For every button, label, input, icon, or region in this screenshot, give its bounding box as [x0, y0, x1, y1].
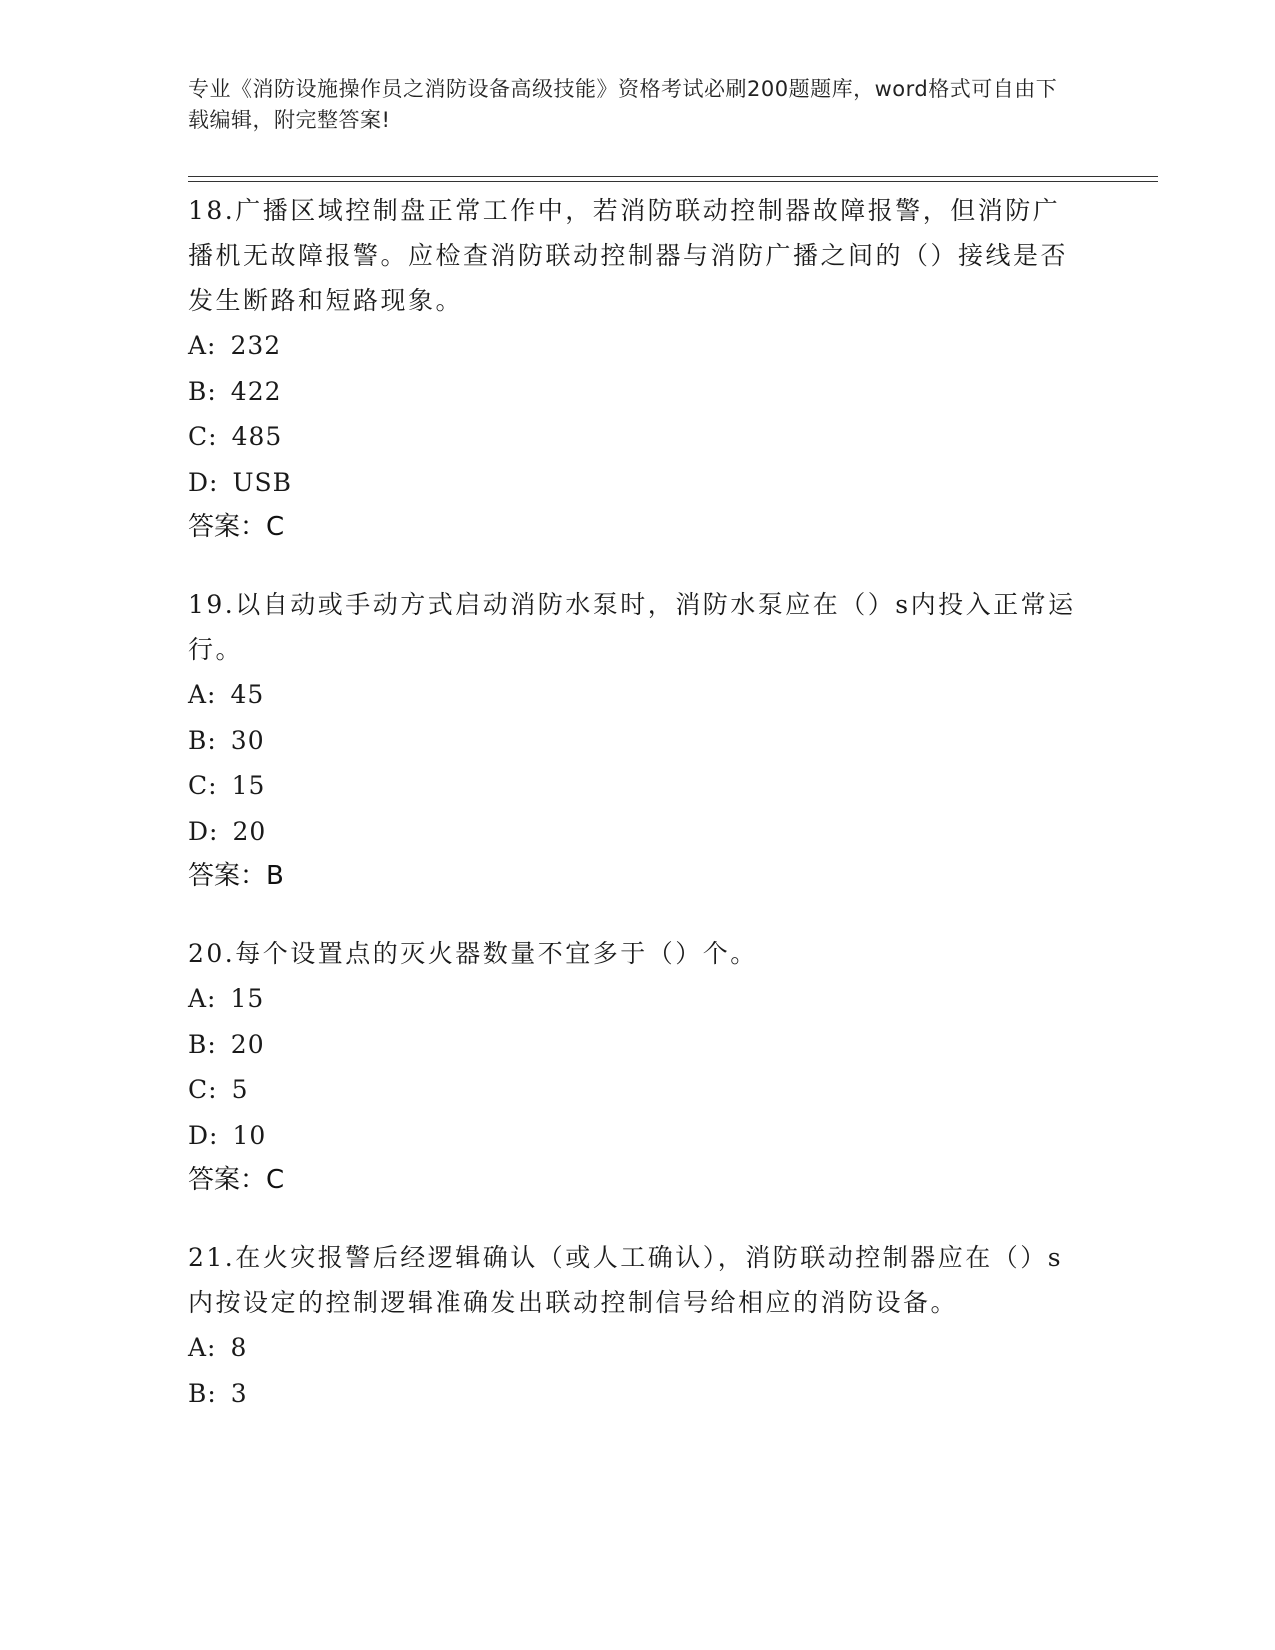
option-value: 30: [230, 725, 265, 755]
answer-option: [188, 1371, 1078, 1417]
option-letter: B:: [188, 1029, 217, 1059]
answer-option: [188, 809, 1078, 855]
option-letter: A:: [188, 1333, 217, 1362]
option-letter: C:: [188, 1075, 218, 1104]
answer-option: [188, 763, 1078, 809]
option-letter: D:: [188, 1120, 219, 1150]
option-value: 232: [230, 331, 282, 360]
question-block: [188, 582, 1078, 899]
answer-option: [188, 1022, 1078, 1068]
option-letter: B:: [188, 1378, 217, 1408]
answer-option: [188, 718, 1078, 764]
question-text: 18.广播区域控制盘正常工作中，若消防联动控制器故障报警，但消防广播机无故障报警。应检查消防联动控制器与消防广播之间的（）接线是否发生断路和短路现象。: [188, 196, 1069, 315]
document-header: 专业《消防设施操作员之消防设备高级技能》资格考试必刷200题题库，word格式可自由下载编辑，附完整答案!: [188, 77, 1058, 132]
option-value: 20: [230, 1029, 265, 1059]
question-text: 21.在火灾报警后经逻辑确认（或人工确认），消防联动控制器应在（）s内按设定的控制逻辑准确发出联动控制信号给相应的消防设备。: [188, 1243, 1064, 1317]
option-letter: D:: [188, 467, 219, 497]
header-divider-bottom: [188, 181, 1158, 182]
option-letter: B:: [188, 725, 217, 755]
answer-key: 答案：C: [188, 1165, 285, 1195]
option-value: USB: [232, 467, 293, 497]
option-value: 20: [232, 816, 267, 846]
answer-option: [188, 976, 1078, 1022]
question-block: [188, 931, 1078, 1203]
answer-key: 答案：B: [188, 861, 284, 891]
option-value: 15: [230, 984, 265, 1013]
option-value: 3: [230, 1378, 248, 1408]
answer-option: [188, 672, 1078, 718]
answer-option: [188, 1325, 1078, 1371]
option-value: 8: [230, 1333, 248, 1362]
option-letter: B:: [188, 376, 217, 406]
answer-option: [188, 323, 1078, 369]
option-value: 5: [231, 1075, 249, 1104]
option-value: 10: [232, 1120, 267, 1150]
answer-option: [188, 369, 1078, 415]
option-value: 45: [230, 680, 265, 709]
option-letter: C:: [188, 771, 218, 800]
option-letter: A:: [188, 331, 217, 360]
question-block: [188, 188, 1078, 550]
option-letter: A:: [188, 984, 217, 1013]
answer-option: [188, 414, 1078, 460]
answer-option: [188, 460, 1078, 506]
option-letter: D:: [188, 816, 219, 846]
answer-option: [188, 1067, 1078, 1113]
question-list: [188, 188, 1078, 1448]
option-letter: C:: [188, 422, 218, 451]
option-value: 485: [231, 422, 283, 451]
header-divider-top: [188, 176, 1158, 177]
question-text: 20.每个设置点的灭火器数量不宜多于（）个。: [188, 939, 758, 968]
option-value: 422: [230, 376, 282, 406]
option-value: 15: [231, 771, 266, 800]
answer-option: [188, 1113, 1078, 1159]
option-letter: A:: [188, 680, 217, 709]
answer-key: 答案：C: [188, 512, 285, 542]
question-block: [188, 1235, 1078, 1416]
question-text: 19.以自动或手动方式启动消防水泵时，消防水泵应在（）s内投入正常运行。: [188, 590, 1076, 664]
